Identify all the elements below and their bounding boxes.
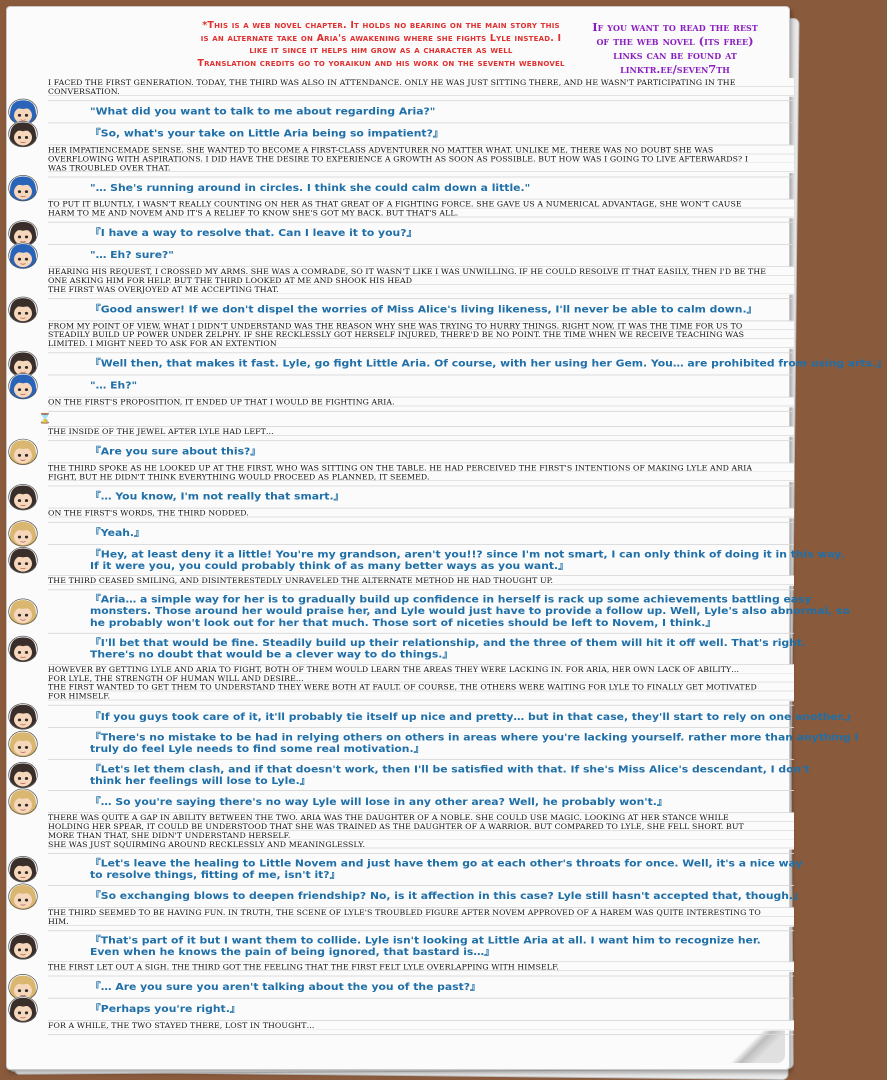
link-line: If you want to read the rest — [592, 20, 758, 34]
dialogue-row — [48, 760, 810, 791]
character-portrait-blond — [8, 438, 38, 465]
dialogue-text — [48, 976, 794, 992]
dialogue-line: 『That's part of it but I want them to collide. Lyle isn't looking at Little Aria at all. I want him to recognize her. — [90, 934, 761, 946]
character-portrait-dark — [8, 547, 38, 574]
narration-text — [48, 908, 794, 927]
narration-line: THE THIRD SPOKE AS HE LOOKED UP AT THE FIRST, WHO WAS SITTING ON THE TABLE. HE HAD PERCEIVED THE FIRST'S INTENTIONS OF MAKING LYLE AND ARIA — [48, 464, 753, 473]
narration-line: FOR A WHILE, THE TWO STAYED THERE, LOST IN THOUGHT… — [48, 1021, 315, 1030]
character-portrait-dark — [8, 703, 38, 730]
dialogue-text — [48, 591, 850, 629]
dialogue-line: "What did you want to talk to me about regarding Aria?" — [90, 105, 436, 118]
scene-break-row — [38, 412, 794, 427]
note-line: is an alternate take on Aria's awakening where she fights Lyle instead. I — [200, 32, 562, 44]
dialogue-text — [48, 634, 807, 661]
character-portrait-dark — [8, 296, 38, 323]
dialogue-line: 『Perhaps you're right.』 — [90, 1003, 241, 1015]
narration-line: FOR LYLE, THE STRENGTH OF HUMAN WILL AND DESIRE… — [48, 674, 304, 683]
narration-line: HEARING HIS REQUEST, I CROSSED MY ARMS. SHE WAS A COMRADE, SO IT WASN'T LIKE I WAS UNWILLING. IF HE COULD RESOLVE IT THAT EASILY, THEN I'D BE THE — [48, 267, 767, 276]
character-portrait-blond — [8, 598, 38, 625]
link-url[interactable]: linktr.ee/seven7th — [620, 62, 730, 76]
dialogue-text — [48, 854, 803, 881]
dialogue-row — [48, 245, 794, 267]
narration-row — [48, 962, 794, 976]
dialogue-line: 『There's no mistake to be had in relying others on others in areas where you're lacking yourself. rather more than anything I — [90, 731, 859, 744]
narration-line: FIGHT, BUT HE DIDN'T THINK EVERYTHING WOULD PROCEED AS PLANNED, IT SEEMED. — [48, 473, 430, 482]
character-portrait-blond — [8, 883, 38, 910]
narration-line: OVERFLOWING WITH ASPIRATIONS. I DID HAVE THE DESIRE TO EXPERIENCE A GROWTH AS SOON AS POSSIBLE. BUT HOW WAS I GOING TO LIVE AFTERWARDS? I — [48, 155, 749, 164]
dialogue-line: monsters. Those around her would praise her, and Lyle would just have to provide a follow up. Well, Lyle's also abnormal, so — [90, 605, 850, 618]
narration-line: HIM. — [48, 917, 69, 926]
narration-line: THE FIRST LET OUT A SIGH. THE THIRD GOT THE FEELING THAT THE FIRST FELT LYLE OVERLAPPING WITH HIMSELF. — [48, 963, 559, 972]
narration-line: THE FIRST WANTED TO GET THEM TO UNDERSTAND THEY WERE BOTH AT FAULT. OF COURSE, THE OTHERS WERE WAITING FOR LYLE TO FINALLY GET MOTIVATED — [48, 683, 757, 692]
dialogue-line: 『If you guys took care of it, it'll probably tie itself up nice and pretty… but in that case, they'll start to rely on one another.』 — [90, 710, 857, 723]
dialogue-row — [48, 486, 794, 508]
narration-row — [48, 78, 794, 101]
narration-line: SHE WAS JUST SQUIRMING AROUND RECKLESSLY AND MEANINGLESSLY. — [48, 840, 366, 849]
dialogue-line: 『I'll bet that would be fine. Steadily build up their relationship, and the three of them will hit it off well. That's right. — [90, 637, 807, 649]
dialogue-row — [48, 523, 794, 545]
character-portrait-dark — [8, 933, 38, 960]
narration-line: THE THIRD SEEMED TO BE HAVING FUN. IN TRUTH, THE SCENE OF LYLE'S TROUBLED FIGURE AFTER NOVEM APPROVED OF A HAREM WAS QUITE INTERESTING TO — [48, 908, 761, 917]
character-portrait-blue — [8, 175, 38, 202]
character-portrait-dark — [8, 484, 38, 511]
dialogue-row — [48, 976, 794, 998]
dialogue-row — [48, 999, 794, 1021]
dialogue-line: 『Are you sure about this?』 — [90, 445, 262, 458]
dialogue-row — [48, 545, 845, 576]
narration-row — [48, 908, 794, 931]
narration-text — [48, 463, 794, 482]
narration-row — [48, 398, 794, 412]
dialogue-line: 『Yeah.』 — [90, 527, 145, 540]
dialogue-line: "… Eh? sure?" — [90, 249, 174, 262]
dialogue-line: truly do feel Lyle needs to find some real motivation.』 — [90, 743, 425, 755]
dialogue-line: 『… Are you sure you aren't talking about the you of the past?』 — [90, 981, 481, 993]
dialogue-text — [48, 931, 794, 958]
narration-row — [48, 1021, 794, 1035]
narration-line: FROM MY POINT OF VIEW, WHAT I DIDN'T UNDERSTAND WAS THE REASON WHY SHE WAS TRYING TO HURRY THINGS. RIGHT NOW, IT WAS THE TIME FOR US TO — [48, 322, 743, 331]
narration-row — [48, 813, 794, 854]
dialogue-text — [48, 299, 794, 315]
narration-text — [48, 509, 794, 519]
web-novel-link-note — [564, 20, 786, 76]
narration-text — [48, 576, 794, 586]
dialogue-text — [48, 375, 794, 391]
narration-line: FOR HIMSELF. — [48, 692, 111, 701]
dialogue-line: "… Eh?" — [90, 380, 138, 392]
dialogue-text — [48, 728, 859, 755]
narration-line: HARM TO ME AND NOVEM AND IT'S A RELIEF TO KNOW SHE'S GOT MY BACK. BUT THAT'S ALL. — [48, 209, 459, 218]
narration-row — [48, 463, 794, 486]
narration-text — [48, 145, 794, 173]
narration-text — [48, 813, 794, 849]
narration-row — [48, 665, 794, 706]
dialogue-line: 『Good answer! If we don't dispel the worries of Miss Alice's living likeness, I'll never be able to calm down.』 — [90, 303, 758, 316]
narration-line: THE FIRST WAS OVERJOYED AT ME ACCEPTING THAT. — [48, 285, 279, 294]
narration-line: MORE THAN THAT, SHE DIDN'T UNDERSTAND HERSELF. — [48, 831, 291, 840]
dialogue-row — [48, 441, 794, 463]
dialogue-row — [48, 223, 794, 245]
character-portrait-dark — [8, 996, 38, 1023]
dialogue-row — [48, 886, 804, 908]
note-line: like it since it helps him grow as a character as well — [249, 45, 513, 56]
dialogue-row — [48, 591, 850, 634]
narration-line: WAS TROUBLED OVER THAT. — [48, 164, 171, 173]
dialogue-line: he probably won't look out for her that much. Those sort of niceties should be left to Novem, I think.』 — [90, 617, 717, 629]
dialogue-row — [48, 375, 794, 397]
dialogue-line: 『… So you're saying there's no way Lyle will lose in any other area? Well, he probably won't.』 — [90, 795, 668, 808]
dialogue-row — [48, 931, 794, 962]
dialogue-text — [48, 101, 794, 117]
narration-row — [48, 321, 794, 353]
narration-line: THERE WAS QUITE A GAP IN ABILITY BETWEEN THE TWO. ARIA WAS THE DAUGHTER OF A NOBLE. SHE COULD USE MAGIC. LOOKING AT HER STANCE WHILE — [48, 814, 729, 823]
note-line: *This is a web novel chapter. It holds no bearing on the main story this — [202, 20, 560, 31]
dialogue-row — [48, 299, 794, 321]
dialogue-text — [48, 441, 794, 457]
note-line: Translation credits go to yoraikun and his work on the seventh webnovel — [197, 57, 565, 69]
dialogue-line: 『So, what's your take on Little Aria being so impatient?』 — [90, 128, 444, 140]
dialogue-text — [48, 177, 794, 193]
dialogue-text — [48, 545, 845, 572]
dialogue-row — [48, 706, 857, 728]
dialogue-row — [48, 728, 859, 759]
narration-row — [48, 145, 794, 177]
dialogue-row — [48, 123, 794, 145]
dialogue-text — [48, 123, 794, 139]
character-portrait-dark — [8, 762, 38, 789]
narration-text — [48, 78, 794, 97]
character-portrait-dark — [8, 121, 38, 148]
narration-row — [48, 267, 794, 299]
dialogue-line: to resolve things, fitting of me, isn't it?』 — [90, 869, 341, 881]
dialogue-text — [48, 760, 810, 787]
narration-row — [48, 200, 794, 223]
dialogue-line: 『Let's leave the healing to Little Novem and just have them go at each other's throats for once. Well, it's a nice way — [90, 857, 803, 870]
translator-note — [196, 20, 566, 70]
narration-line: LIMITED. I MIGHT NEED TO ASK FOR AN EXTENTION — [48, 339, 277, 348]
dialogue-line: think her feelings will lose to Lyle.』 — [90, 774, 311, 787]
dialogue-line: 『Aria… a simple way for her is to gradually build up confidence in herself is rack up some achievements battling easy — [90, 594, 812, 606]
narration-row — [48, 427, 794, 441]
narration-text — [48, 1021, 794, 1031]
dialogue-line: 『Let's let them clash, and if that doesn't work, then I'll be satisfied with that. If she's Miss Alice's descendant, I don't — [90, 763, 810, 775]
dialogue-row — [48, 634, 807, 665]
link-line: links can be found at — [613, 48, 737, 62]
dialogue-line: There's no doubt that would be a clever way to do things.』 — [90, 648, 454, 661]
narration-text — [48, 962, 794, 972]
dialogue-row — [48, 854, 803, 885]
dialogue-text — [48, 223, 794, 239]
dialogue-text — [48, 886, 804, 902]
character-portrait-blue — [8, 373, 38, 400]
dialogue-row — [48, 101, 794, 123]
dialogue-row — [48, 177, 794, 199]
dialogue-text — [48, 486, 794, 502]
dialogue-row — [48, 791, 794, 813]
narration-text — [48, 427, 794, 437]
link-line: of the web novel (its free) — [596, 34, 754, 48]
narration-line: HER IMPATIENCEMADE SENSE. SHE WANTED TO BECOME A FIRST-CLASS ADVENTURER NO MATTER WHAT. UNLIKE ME, THERE WAS NO DOUBT SHE WAS — [48, 146, 714, 155]
dialogue-line: 『… You know, I'm not really that smart.』 — [90, 491, 345, 503]
narration-row — [48, 509, 794, 523]
dialogue-line: Even when he knows the pain of being ignored, that bastard is…』 — [90, 945, 495, 958]
dialogue-text — [48, 791, 794, 807]
narration-line: TO PUT IT BLUNTLY, I WASN'T REALLY COUNTING ON HER AS THAT GREAT OF A FIGHTING FORCE. SHE GAVE US A NUMERICAL ADVANTAGE, SHE WON'T CAUSE — [48, 200, 742, 209]
narration-text — [48, 200, 794, 219]
narration-line: ON THE FIRST'S WORDS, THE THIRD NODDED. — [48, 509, 249, 518]
narration-line: I FACED THE FIRST GENERATION. TODAY, THE THIRD WAS ALSO IN ATTENDANCE. ONLY HE WAS JUST SITTING THERE, AND HE WASN'T PARTICIPATING IN THE — [48, 78, 736, 87]
narration-text — [48, 321, 794, 349]
dialogue-text — [48, 706, 857, 723]
character-portrait-blue — [8, 242, 38, 269]
narration-line: ON THE FIRST'S PROPOSITION, IT ENDED UP THAT I WOULD BE FIGHTING ARIA. — [48, 398, 395, 407]
narration-text — [48, 267, 794, 295]
dialogue-line: 『Well then, that makes it fast. Lyle, go fight Little Aria. Of course, with her using her Gem. You… are prohibited from using arts.』 — [90, 358, 887, 370]
character-portrait-dark — [8, 856, 38, 883]
character-portrait-dark — [8, 636, 38, 663]
dialogue-row — [48, 353, 887, 375]
dialogue-text — [48, 353, 887, 370]
dialogue-text — [48, 245, 794, 261]
narration-line: ONE ASKING HIM FOR HELP. BUT THE THIRD LOOKED AT ME AND SHOOK HIS HEAD — [48, 276, 413, 285]
dialogue-line: 『Hey, at least deny it a little! You're my grandson, aren't you!!? since I'm not smart, I can only think of doing it in this way. — [90, 548, 845, 561]
hourglass-icon: ⌛ — [38, 412, 52, 425]
dialogue-text — [48, 999, 794, 1015]
character-portrait-blond — [8, 520, 38, 547]
narration-line: CONVERSATION. — [48, 87, 120, 96]
dialogue-text — [48, 523, 794, 539]
dialogue-line: "… She's running around in circles. I think she could calm down a little." — [90, 182, 531, 194]
dialogue-line: If it were you, you could probably think of as many better ways as you want.』 — [90, 560, 569, 572]
narration-row — [48, 576, 794, 590]
dialogue-line: 『So exchanging blows to deepen friendship? No, is it affection in this case? Lyle still hasn't accepted that, though.』 — [90, 890, 804, 902]
narration-line: HOLDING HER SPEAR, IT COULD BE UNDERSTOOD THAT SHE WAS TRAINED AS THE DAUGHTER OF A WARRIOR. BUT COMPARED TO LYLE, SHE FELL SHORT. BUT — [48, 823, 744, 832]
dialogue-line: 『I have a way to resolve that. Can I leave it to you?』 — [90, 227, 418, 240]
narration-line: HOWEVER BY GETTING LYLE AND ARIA TO FIGHT, BOTH OF THEM WOULD LEARN THE AREAS THEY WERE LACKING IN. FOR ARIA, HER OWN LACK OF ABILITY… — [48, 666, 740, 675]
narration-line: THE THIRD CEASED SMILING, AND DISINTERESTEDLY UNRAVELED THE ALTERNATE METHOD HE HAD THOUGHT UP. — [48, 577, 554, 586]
character-portrait-blond — [8, 788, 38, 815]
narration-line: THE INSIDE OF THE JEWEL AFTER LYLE HAD LEFT… — [48, 427, 274, 436]
character-portrait-blond — [8, 730, 38, 757]
narration-text — [48, 398, 794, 408]
narration-text — [48, 665, 794, 701]
narration-line: STEADILY BUILD UP POWER UNDER ZELPHY. IF SHE RECKLESSLY GOT HERSELF INJURED, THERE'D BE NO POINT. THE TIME WHEN WE RECEIVE TEACHING WAS — [48, 331, 745, 340]
